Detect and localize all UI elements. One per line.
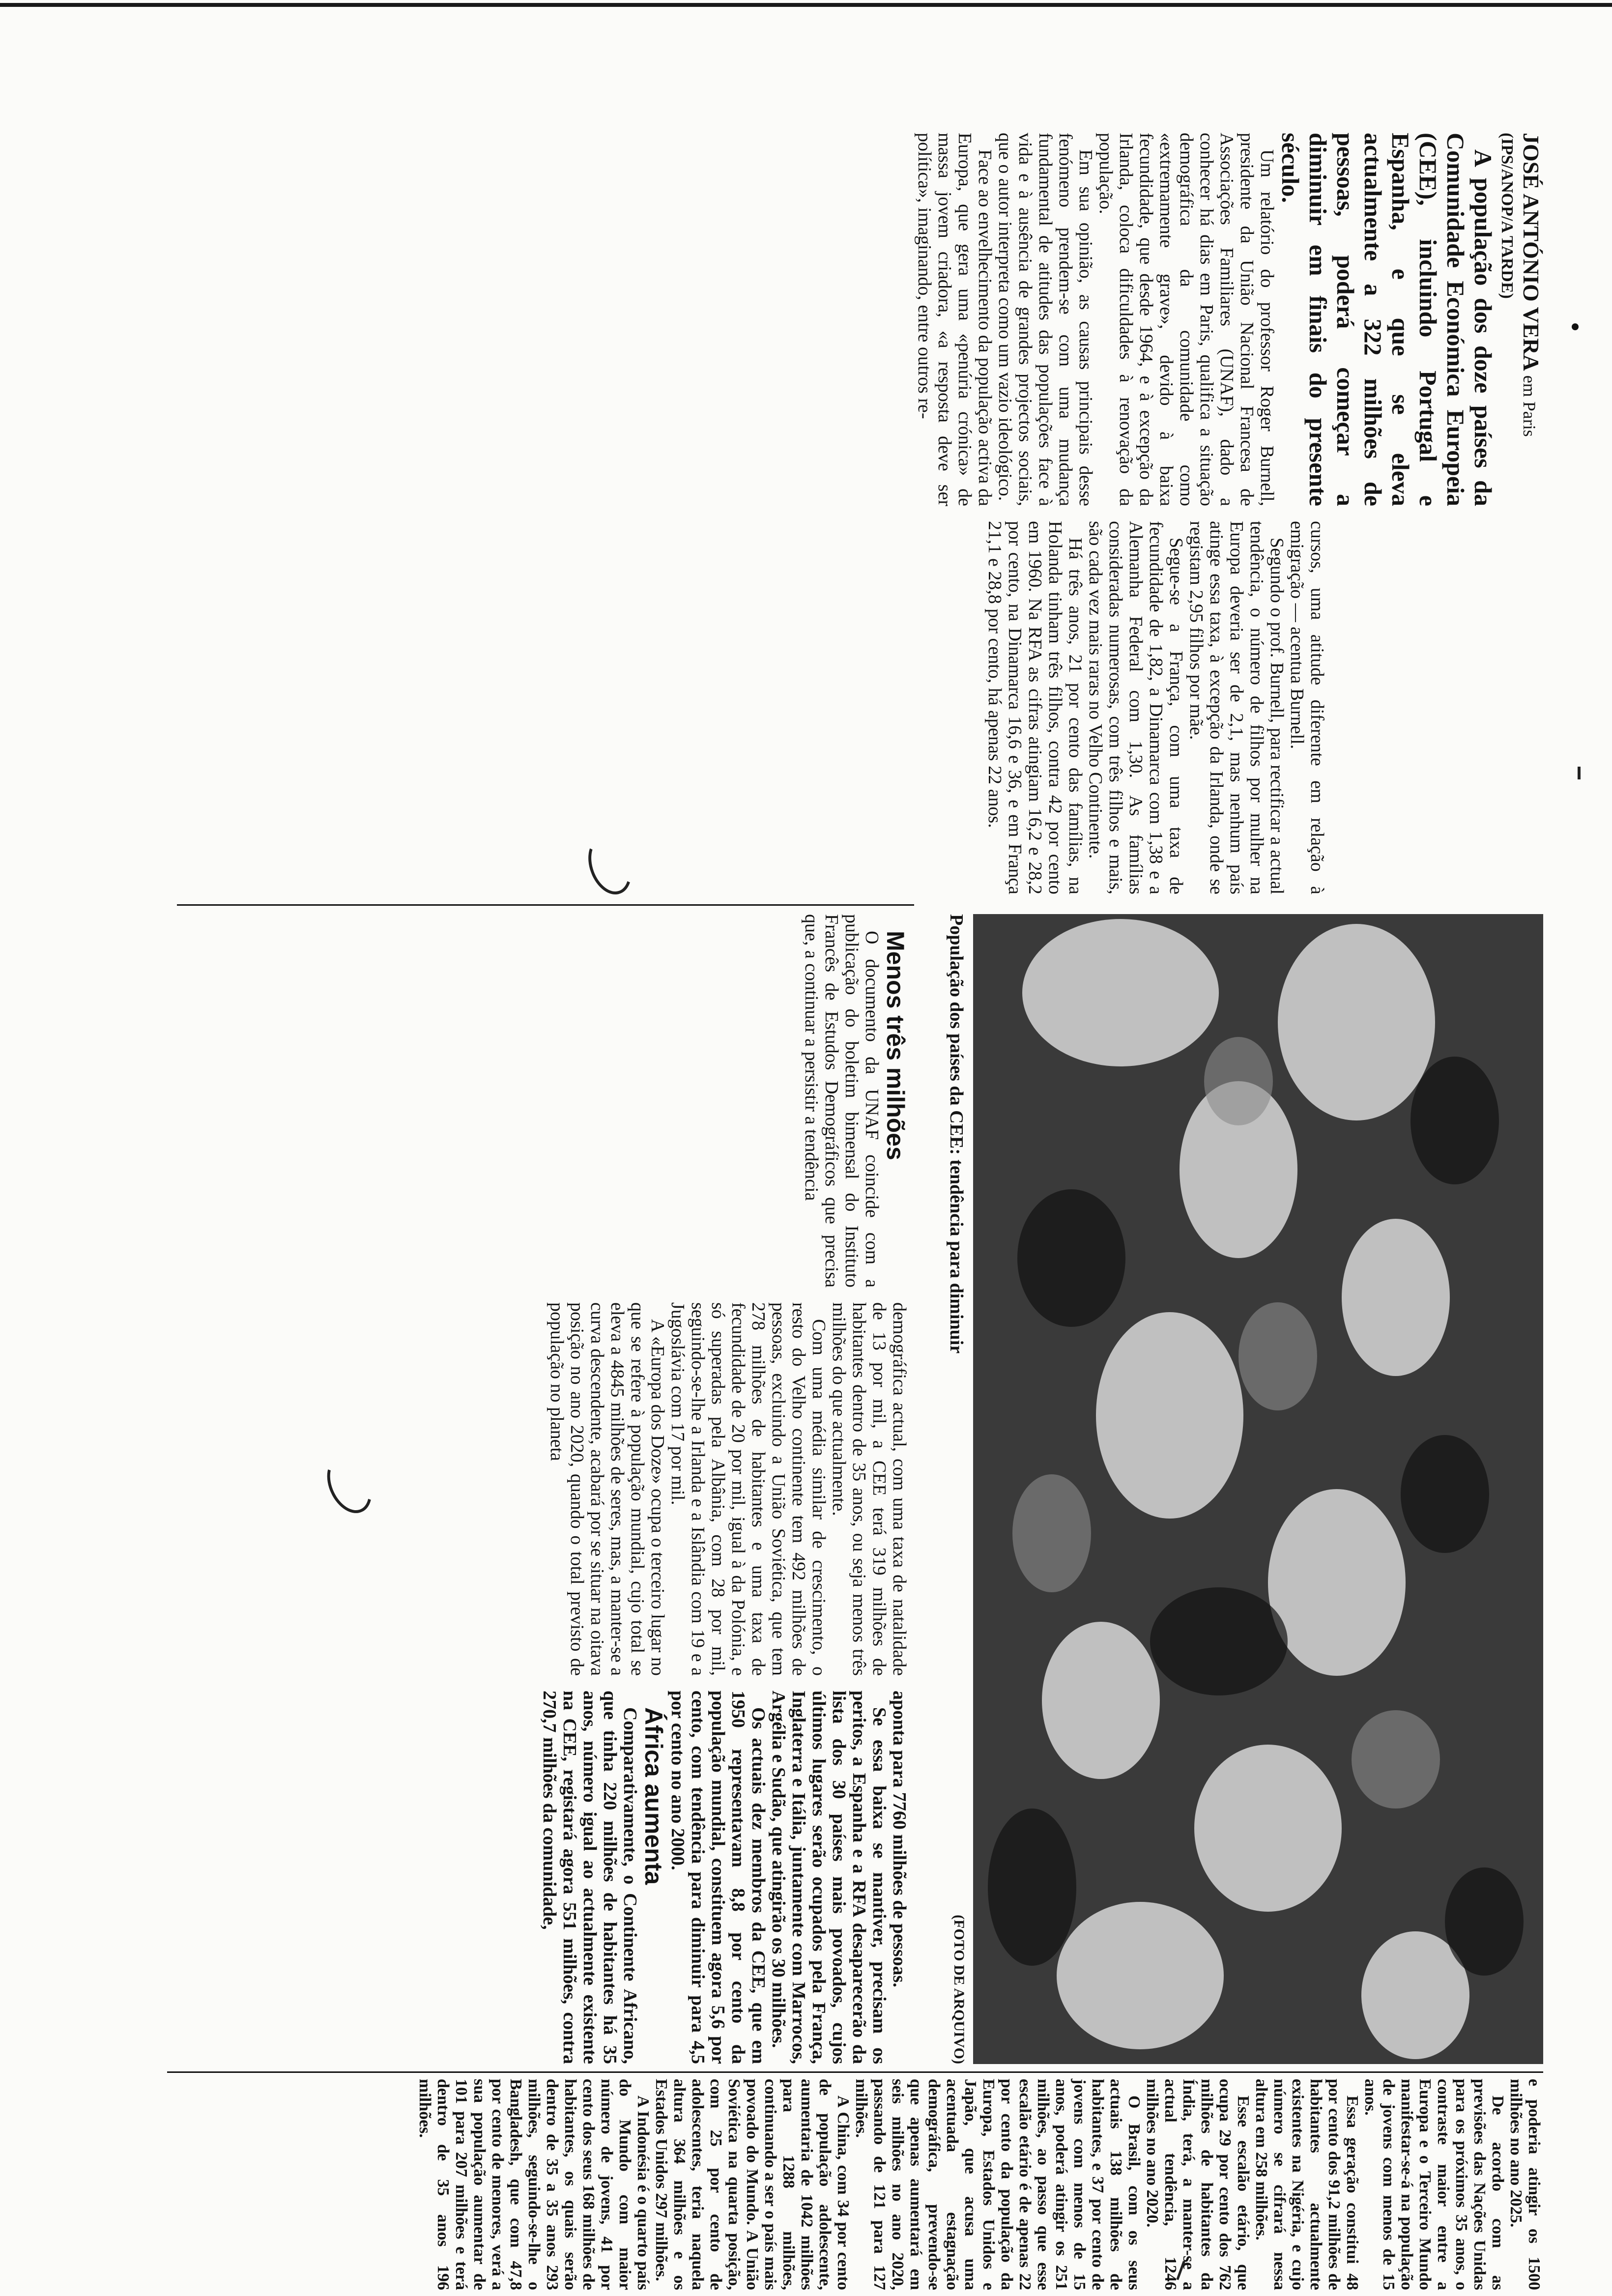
article-photo: [973, 914, 1543, 2064]
paragraph: Há três anos, 21 por cento das famílias, na Holanda tinham três filhos, contra 42 por cento em 1960. Na RFA as cifras atingiam 16,2 e 28,2 por cento, na Dinamarca 16,6 e 36, e em França 21,1 e 28,8 por cento, há apenas 22 anos.: [984, 521, 1086, 894]
top-border-line: [0, 3, 1612, 7]
paragraph: De acordo com as previsões das Nações Unidas para os próximos 35 anos, o contraste maior entre a Europa e o Terceiro Mundo manifestar-se-á na população de jovens com menos de 15 anos.: [1361, 2079, 1507, 2290]
paragraph: Com uma média similar de crescimento, o resto do Velho continente tem 492 milhões de pessoas, excluindo a União Soviética, que tem 278 milhões de habitantes e uma taxa de fecundidade de 20 por mil, igual à da Polónia, e só superadas pela Albânia, com 28 por mil, seguindo-se-lhe a Irlanda e a Islândia com 19 e a Jugoslávia com 17 por mil.: [667, 1302, 829, 1676]
paragraph: Segundo o prof. Burnell, para rectificar a actual tendência, o número de filhos por mulher na Europa deveria ser de 2,1, mas nenhum país atinge essa taxa, à excepção da Irlanda, onde se registam 2,95 filhos por mãe.: [1186, 521, 1287, 894]
column-rule: [177, 904, 914, 906]
paragraph: Face ao envelhecimento da população activa da Europa, que gera uma «penúria crónica» de massa jovem criadora, «a resposta deve ser política», imaginando, entre outros re-: [914, 133, 995, 506]
article-column-1: [914, 133, 1543, 506]
scan-tick: [1578, 767, 1581, 779]
article-column-6: [416, 2079, 1543, 2290]
paragraph: Os actuais dez membros da CEE, que em 1950 representavam 8,8 por cento da população mundial, constituem agora 5,6 por cento, com tendência para diminuir para 4,5 por cento no ano 2000.: [667, 1691, 769, 2064]
paragraph: Se essa baixa se mantiver, precisam os peritos, a Espanha e a RFA desaparecerão da lista dos 30 países mais povoados, cujos últimos lugares serão ocupados pela França, Inglaterra e Itália, juntamente com Marrocos, Argélia e Sudão, que atingirão os 30 milhões.: [768, 1691, 890, 2064]
photo-caption: População dos países da CEE: tendência para diminuir: [946, 914, 967, 1354]
article-column-4: [547, 1302, 909, 1676]
scan-dot: [1572, 323, 1579, 330]
subheading-menos-tres-milhoes: Menos três milhões: [882, 931, 909, 1160]
paragraph: Essa geração constitui 48 por cento dos 91,2 milhões de habitantes actualmente existentes na Nigéria, e cujo número se cifrará nessa altura em 258 milhões.: [1252, 2079, 1361, 2290]
paragraph: O documento da UNAF coincide com a publicação do boletim bimensal do Instituto Francês de Estudos Demográficos que precisa que, a continuar a persistir a tendência: [801, 914, 882, 1288]
paragraph: Um relatório do professor Roger Burnell, presidente da União Nacional Francesa de Associações Familiares (UNAF), dado a conhecer há dias em Paris, qualifica a situação demográfica da comunidade como «extremamente grave», devido à baixa fecundidade, que desde 1964, e à excepção da Irlanda, coloca dificuldades à renovação da população.: [1095, 133, 1277, 506]
article-column-5: [539, 1691, 909, 2064]
column-rule: [167, 2071, 1543, 2073]
paragraph: O Brasil, com os seus actuais 138 milhões de habitantes, e 37 por cento de jovens com menos de 15 anos, poderá atingir os 251 milhões, ao passo que esse escalão etário é de apenas 22 por cento da população da Europa, Estados Unidos e Japão, que acusa uma acentuada estagnação demográfica, prevendo-se que apenas aumentará em seis milhões no ano 2020, passando de 121 para 127 milhões.: [852, 2079, 1143, 2290]
paragraph: A «Europa dos Doze» ocupa o terceiro lugar no que se refere à população mundial, cujo total se eleva a 4845 milhões de seres, mas, a manter-se a curva descendente, acabará por se situar na oitava posição no ano 2020, quando o total previsto de população no planeta: [547, 1302, 668, 1676]
byline: [1517, 133, 1543, 506]
agency-credit: (IPS/ANOP/A TARDE): [1498, 133, 1516, 299]
article-lead: A população dos doze países da Comunidade Económica Europeia (CEE), incluindo Portugal e Espanha, e que se eleva actualmente a 322 milhões de pessoas, poderá começar a diminuir em finais do presente século.: [1277, 133, 1497, 506]
photo-credit: (FOTO DE ARQUIVO): [951, 1915, 967, 2064]
article-column-2: [984, 521, 1327, 894]
paragraph: cursos, uma atitude diferente em relação à emigração — acentua Burnell.: [1287, 521, 1327, 894]
author-name: JOSÉ ANTÓNIO VERA: [1519, 133, 1544, 370]
photo-block: [939, 914, 1543, 2064]
paragraph: Comparativamente, o Continente Africano, que tinha 220 milhões de habitantes há 35 anos, número igual ao actualmente existente na CEE, registará agora 551 milhões, contra 270,7 milhões da comunidade,: [539, 1691, 640, 2064]
paragraph: Segue-se a França, com uma taxa de fecundidade de 1,82, a Dinamarca com 1,38 e a Alemanha Federal com 1,30. As famílias consideradas numerosas, com três filhos e mais, são cada vez mais raras no Velho Continente.: [1085, 521, 1186, 894]
photo-image: [973, 914, 1543, 2064]
article-column-3: [801, 914, 909, 1288]
paragraph: e poderia atingir os 1500 milhões no ano 2025.: [1507, 2079, 1543, 2290]
paragraph: Esse escalão etário, que ocupa 29 por cento dos 762 milhões de habitantes da Índia, terá, a manter-se a actual tendência, 1246 milhões no ano 2020.: [1143, 2079, 1252, 2290]
paragraph: aponta para 7760 milhões de pessoas.: [889, 1691, 910, 1987]
paragraph: A China, com 34 por cento de população adolescente, aumentaria de 1042 milhões para 1288 milhões, continuando a ser o país mais povoado do Mundo. A União Soviética na quarta posição, com 25 por cento de adolescentes, teria naquela altura 364 milhões e os Estados Unidos 297 milhões.: [652, 2079, 852, 2290]
paragraph: demográfica actual, com uma taxa de natalidade de 13 por mil, a CEE terá 319 milhões de habitantes dentro de 35 anos, ou seja menos três milhões do que actualmente.: [829, 1302, 910, 1676]
byline-location: em Paris: [1520, 375, 1539, 437]
paragraph: Em sua opinião, as causas principais desse fenómeno prendem-se com uma mudança fundamental de atitudes das populações face à vida e à ausência de grandes projectos sociais, que o autor interpreta como um vazio ideológico.: [995, 133, 1096, 506]
subheading-africa-aumenta: África aumenta: [640, 1707, 667, 1885]
paragraph: A Indonésia é o quarto país do Mundo com maior número de jovens, 41 por cento dos seus 168 milhões de habitantes, os quais serão dentro de 35 a 35 anos 293 milhões, seguindo-se-lhe o Bangladesh, que com 47,8 por cento de menores, verá a sua população aumentar de 101 para 207 milhões e terá dentro de 35 anos 196 milhões.: [416, 2079, 652, 2290]
newspaper-article: [143, 133, 1543, 2290]
